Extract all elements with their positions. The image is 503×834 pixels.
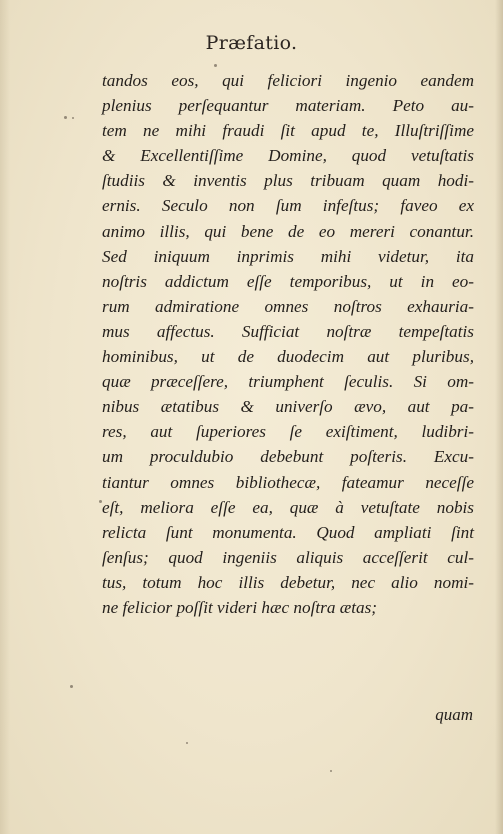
running-header: Præfatio. [205, 32, 298, 54]
ink-speck [214, 64, 217, 67]
catchword: quam [435, 705, 473, 724]
text-line: hominibus, ut de duodecim aut pluribus, [102, 347, 474, 367]
page-gutter-shadow [0, 0, 10, 834]
text-line: relicta ſunt monumenta. Quod ampliati ſint [102, 522, 474, 542]
text-line: eſt, meliora eſſe ea, quæ à vetuſtate nobis [102, 497, 474, 517]
text-line: res, aut ſuperiores ſe exiſtiment, ludibri- [102, 422, 474, 442]
text-line: mus affectus. Sufficiat noſtræ tempeſtatis [102, 321, 474, 341]
text-line: ſenſus; quod ingeniis aliquis acceſſerit cul- [102, 547, 474, 567]
text-line: tus, totum hoc illis debetur, nec alio nomi- [102, 572, 474, 592]
text-line: plenius perſequantur materiam. Peto au- [102, 96, 474, 116]
ink-speck [64, 116, 67, 119]
text-line: nibus ætatibus & univerſo ævo, aut pa- [102, 397, 474, 417]
ink-speck [70, 685, 73, 688]
text-line: noſtris addictum eſſe temporibus, ut in eo- [102, 271, 474, 291]
body-text [102, 68, 474, 620]
page-edge-shadow [495, 0, 503, 834]
text-line: animo illis, qui bene de eo mereri conantur. [102, 221, 474, 241]
text-line: um proculdubio debebunt poſteris. Excu- [102, 447, 474, 467]
text-line: Sed iniquum inprimis mihi videtur, ita [102, 246, 474, 266]
text-line: ſtudiis & inventis plus tribuam quam hodi- [102, 171, 474, 191]
text-line: ne felicior poſſit videri hæc noſtra ætas; [102, 597, 377, 617]
ink-speck [330, 770, 332, 772]
text-line: quæ præceſſere, triumphent ſeculis. Si om- [102, 372, 474, 392]
text-line: & Excellentiſſime Domine, quod vetuſtatis [102, 146, 474, 166]
text-line: tem ne mihi fraudi ſit apud te, Illuſtriſſime [102, 121, 474, 141]
text-line: ernis. Seculo non ſum infeſtus; faveo ex [102, 196, 474, 216]
ink-speck [99, 500, 102, 503]
ink-speck [72, 117, 74, 119]
ink-speck [186, 742, 188, 744]
text-line: rum admiratione omnes noſtros exhauria- [102, 296, 474, 316]
text-line: tiantur omnes bibliothecæ, fateamur neceſſe [102, 472, 474, 492]
text-line: tandos eos, qui feliciori ingenio eandem [102, 71, 474, 90]
